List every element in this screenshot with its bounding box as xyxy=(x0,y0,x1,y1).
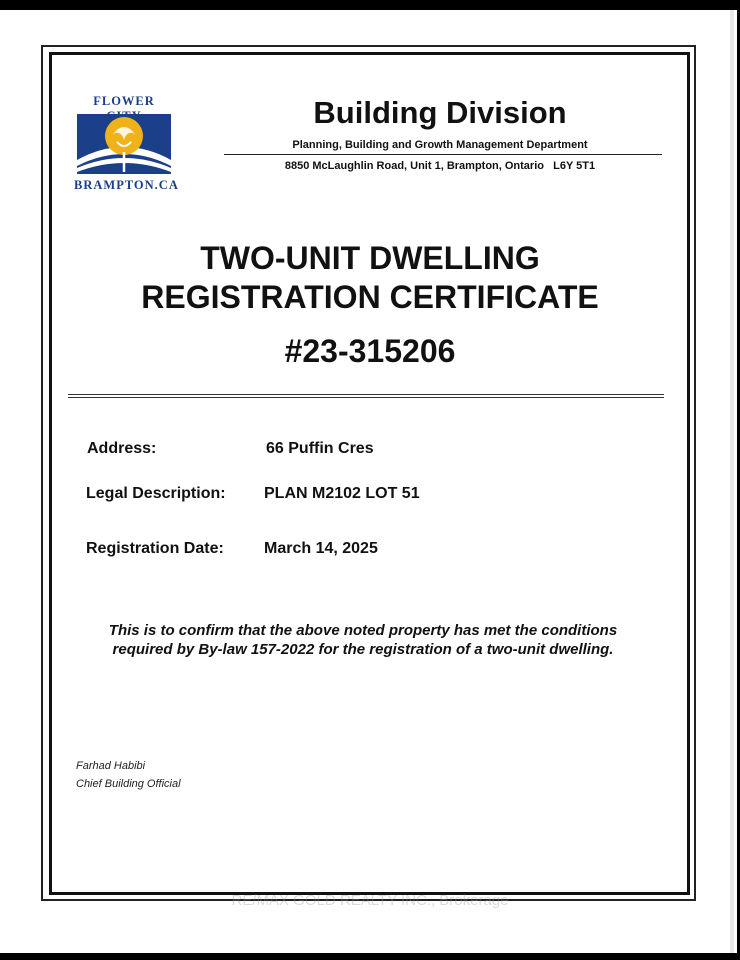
address-label: Address: xyxy=(87,440,157,457)
header-divider xyxy=(224,154,662,155)
confirmation-statement xyxy=(60,621,666,659)
confirmation-line2: required by By-law 157-2022 for the registration of a two-unit dwelling. xyxy=(112,641,614,658)
registration-date-label: Registration Date: xyxy=(86,540,224,557)
certificate-title-line2: REGISTRATION CERTIFICATE xyxy=(141,279,599,315)
brampton-logo xyxy=(74,94,179,194)
signatory-title: Chief Building Official xyxy=(76,778,181,790)
certificate-number: #23-315206 xyxy=(284,333,456,369)
logo-bottom-text: BRAMPTON.CA xyxy=(74,178,179,192)
flower-emblem-icon xyxy=(77,114,171,174)
brokerage-watermark: RE/MAX GOLD REALTY INC., Brokerage xyxy=(231,892,509,909)
confirmation-line1: This is to confirm that the above noted property has met the conditions xyxy=(108,622,618,639)
double-divider xyxy=(68,394,664,398)
legal-description-value: PLAN M2102 LOT 51 xyxy=(264,485,420,502)
division-address: 8850 McLaughlin Road, Unit 1, Brampton, Ontario L6Y 5T1 xyxy=(284,160,596,172)
division-title: Building Division xyxy=(313,95,567,130)
registration-date-value: March 14, 2025 xyxy=(264,540,378,557)
logo-top-text: FLOWER xyxy=(93,94,155,108)
legal-description-label: Legal Description: xyxy=(86,485,226,502)
address-value: 66 Puffin Cres xyxy=(266,440,374,457)
page-edge xyxy=(730,10,734,953)
certificate-title-line1: TWO-UNIT DWELLING xyxy=(200,240,540,276)
signatory-name: Farhad Habibi xyxy=(76,760,146,772)
department-name: Planning, Building and Growth Management Department xyxy=(292,139,588,151)
